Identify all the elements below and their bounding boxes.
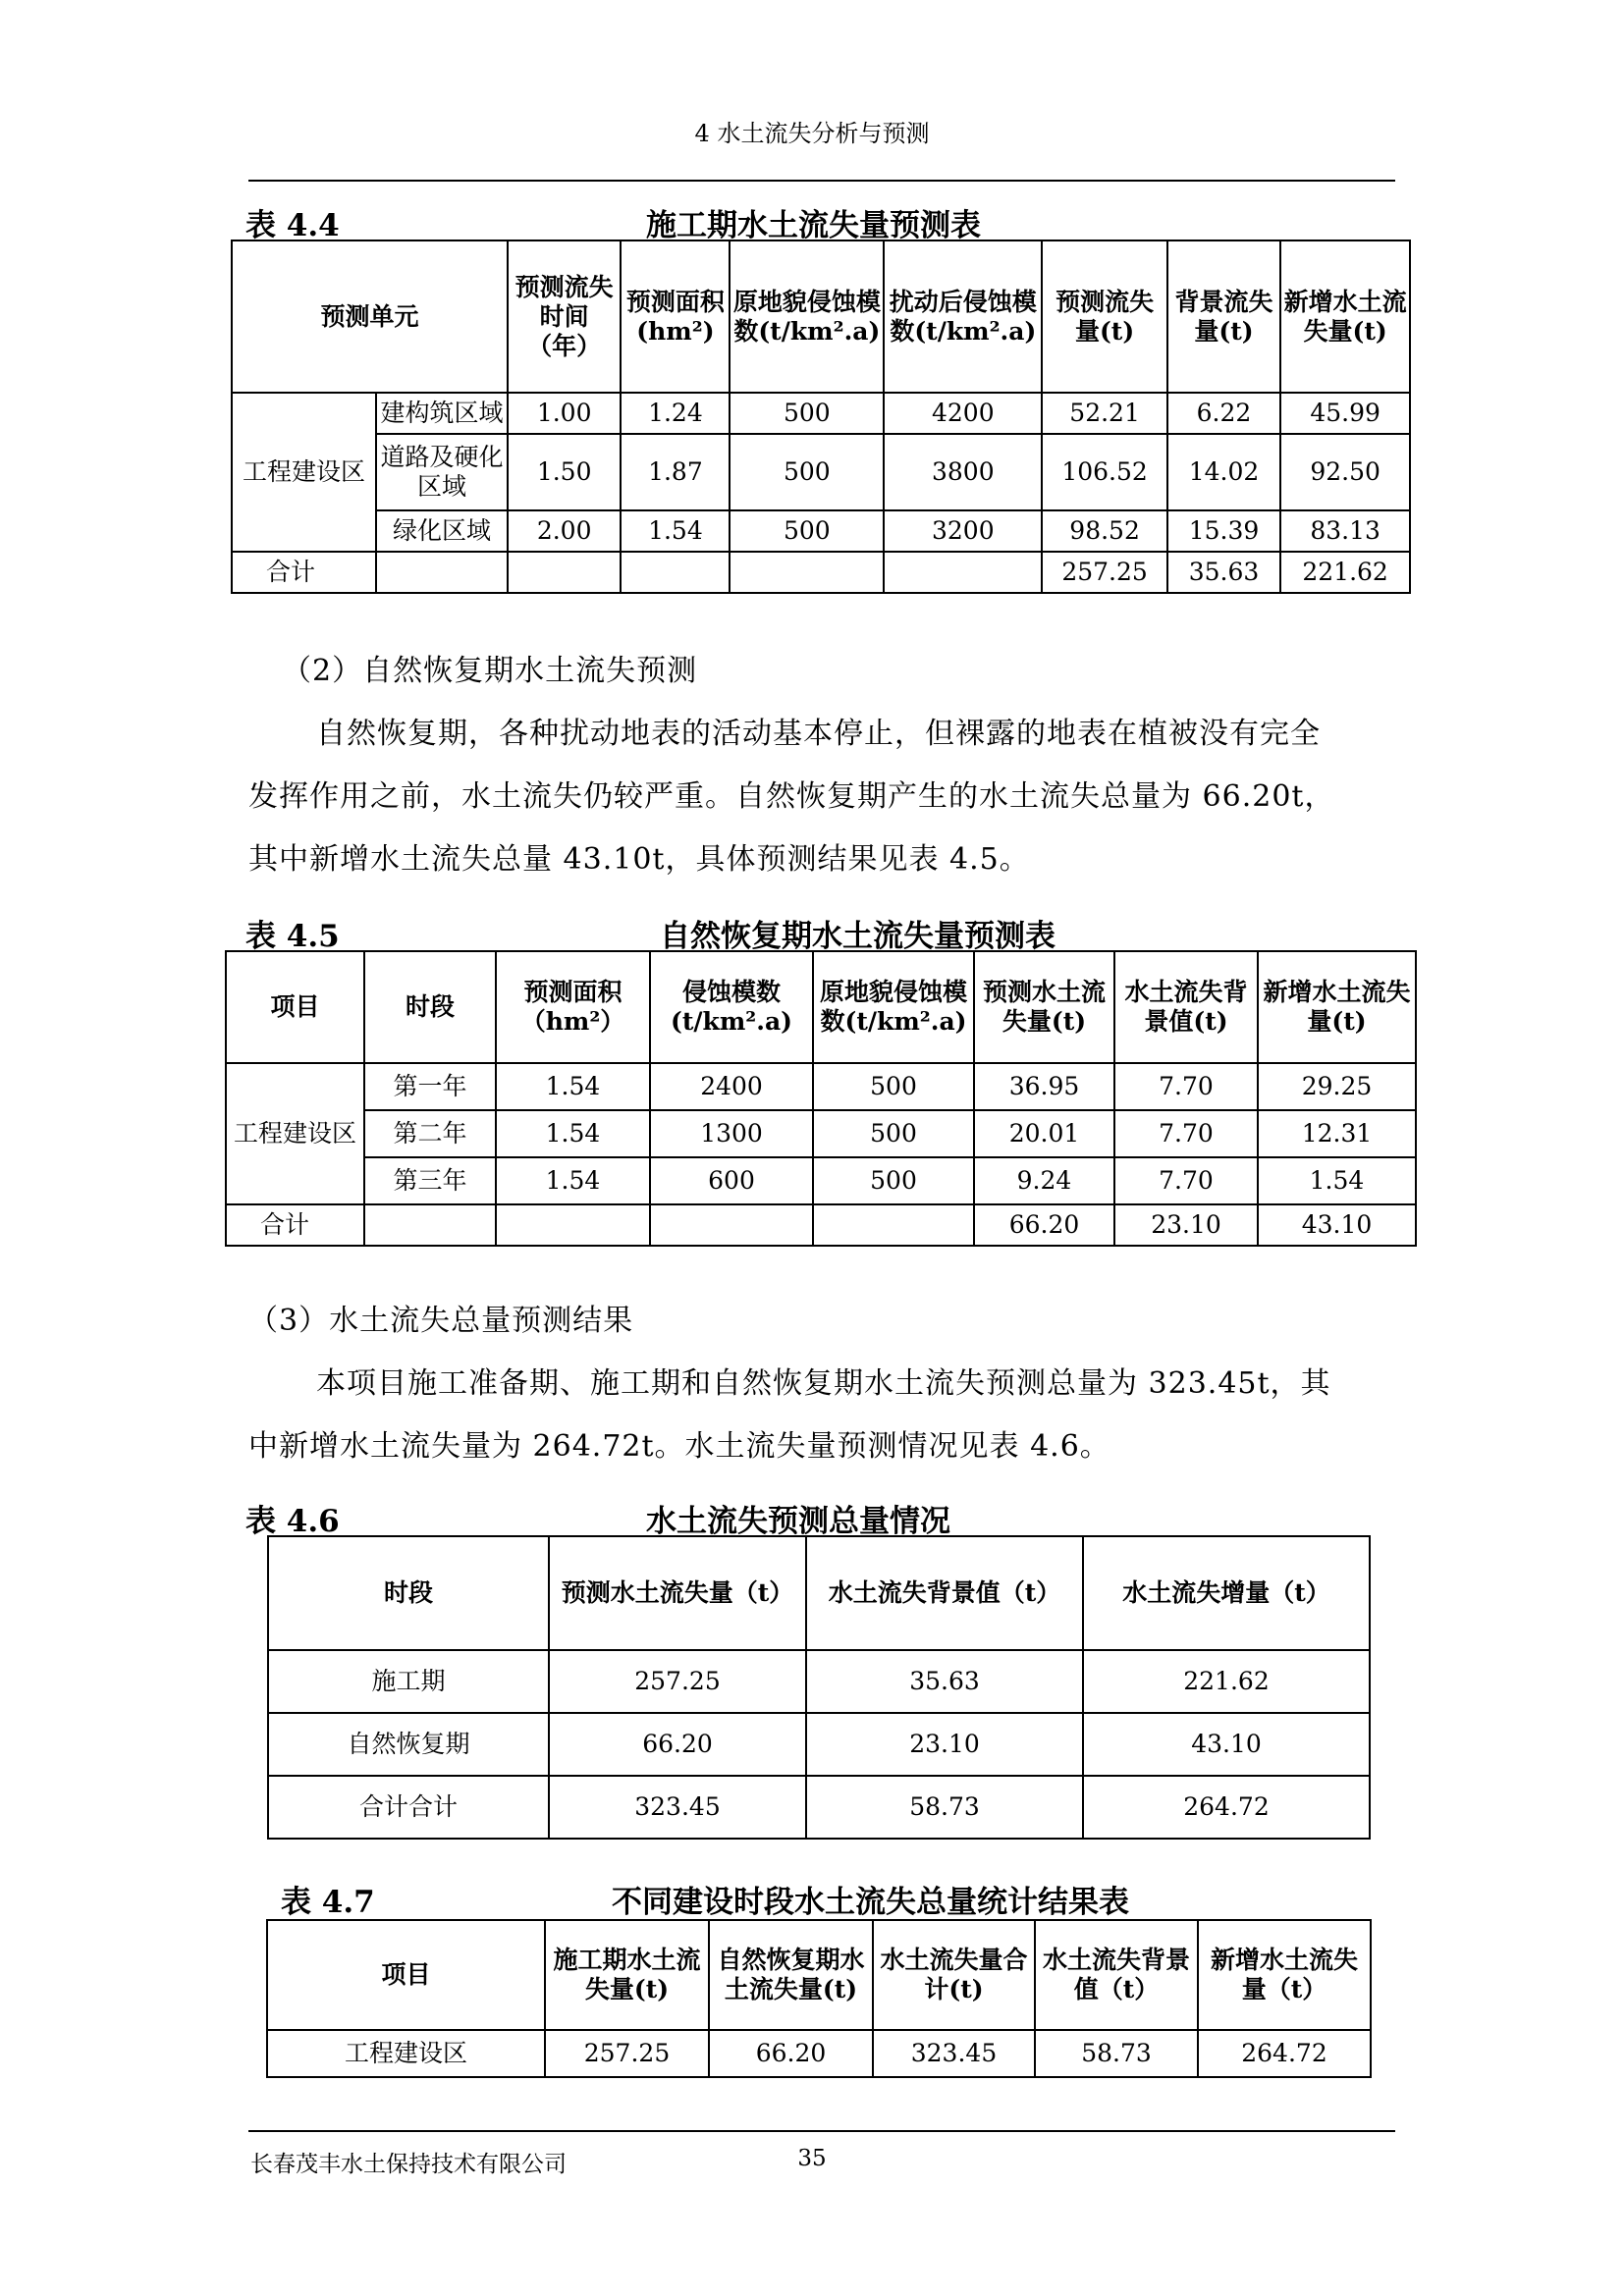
cell: 道路及硬化区域 (376, 434, 508, 510)
header-cell: 水土流失量合计(t) (873, 1920, 1035, 2030)
table-4-6-number: 表 4.6 (245, 1504, 340, 1539)
cell: 45.99 (1280, 393, 1410, 434)
cell: 7.70 (1114, 1063, 1258, 1110)
header-cell: 施工期水土流失量(t) (545, 1920, 709, 2030)
cell: 23.10 (1114, 1204, 1258, 1246)
cell: 2.00 (508, 510, 621, 552)
paragraph-line: 中新增水土流失量为 264.72t。水土流失量预测情况见表 4.6。 (248, 1429, 1110, 1464)
total-row (232, 552, 1410, 593)
paragraph-line: 本项目施工准备期、施工期和自然恢复期水土流失预测总量为 323.45t，其 (316, 1366, 1331, 1401)
header-cell: 水土流失背景值（t） (1035, 1920, 1198, 2030)
paragraph-line: 发挥作用之前，水土流失仍较严重。自然恢复期产生的水土流失总量为 66.20t， (248, 779, 1335, 814)
cell: 500 (813, 1157, 974, 1204)
cell: 58.73 (1035, 2030, 1198, 2077)
cell: 2400 (650, 1063, 813, 1110)
footer-company: 长春茂丰水土保持技术有限公司 (250, 2152, 567, 2177)
cell: 257.25 (1042, 552, 1166, 593)
header-cell: 扰动后侵蚀模数(t/km².a) (884, 240, 1042, 393)
table-row (232, 510, 1410, 552)
cell: 1.00 (508, 393, 621, 434)
cell: 1.54 (621, 510, 730, 552)
cell: 14.02 (1167, 434, 1280, 510)
header-cell: 项目 (267, 1920, 545, 2030)
header-rule (248, 180, 1395, 182)
table-4-7-title: 不同建设时段水土流失总量统计结果表 (612, 1885, 1129, 1920)
header-cell: 时段 (364, 951, 496, 1063)
cell: 20.01 (974, 1110, 1114, 1157)
table-row (226, 1110, 1416, 1157)
cell: 3200 (884, 510, 1042, 552)
cell: 221.62 (1280, 552, 1410, 593)
cell: 257.25 (545, 2030, 709, 2077)
header-cell: 新增水土流失量（t） (1198, 1920, 1371, 2030)
table-row (226, 1157, 1416, 1204)
total-label: 合计 (232, 552, 376, 593)
cell: 6.22 (1167, 393, 1280, 434)
cell: 1.54 (496, 1157, 650, 1204)
header-cell: 预测流失量(t) (1042, 240, 1166, 393)
header-cell: 预测流失时间（年） (508, 240, 621, 393)
cell: 257.25 (549, 1650, 806, 1713)
header-cell: 项目 (226, 951, 364, 1063)
section-3-heading: （3）水土流失总量预测结果 (248, 1304, 634, 1338)
cell: 500 (730, 434, 884, 510)
header-cell: 预测面积(hm²) (621, 240, 730, 393)
header-cell: 水土流失背景值(t) (1114, 951, 1258, 1063)
header-cell: 预测水土流失量（t） (549, 1536, 806, 1650)
table-row (232, 434, 1410, 510)
paragraph-line: 其中新增水土流失总量 43.10t，具体预测结果见表 4.5。 (248, 842, 1030, 877)
table-4-7-number: 表 4.7 (281, 1885, 375, 1920)
cell: 52.21 (1042, 393, 1166, 434)
header-cell: 自然恢复期水土流失量(t) (709, 1920, 873, 2030)
cell: 500 (730, 393, 884, 434)
header-cell: 新增水土流失量(t) (1258, 951, 1416, 1063)
cell: 35.63 (1167, 552, 1280, 593)
cell: 1.50 (508, 434, 621, 510)
cell: 500 (730, 510, 884, 552)
cell: 43.10 (1083, 1713, 1370, 1776)
table-4-4-number: 表 4.4 (245, 208, 340, 243)
cell: 第一年 (364, 1063, 496, 1110)
header-cell: 水土流失增量（t） (1083, 1536, 1370, 1650)
header-cell: 侵蚀模数(t/km².a) (650, 951, 813, 1063)
cell: 500 (813, 1110, 974, 1157)
total-label: 合计 (226, 1204, 364, 1246)
zone-cell: 工程建设区 (232, 393, 376, 552)
table-row (226, 1063, 1416, 1110)
header-cell: 预测单元 (232, 240, 508, 393)
cell: 1.24 (621, 393, 730, 434)
cell: 98.52 (1042, 510, 1166, 552)
cell: 自然恢复期 (268, 1713, 549, 1776)
cell: 1.54 (496, 1110, 650, 1157)
cell: 36.95 (974, 1063, 1114, 1110)
cell: 1.87 (621, 434, 730, 510)
running-header: 4 水土流失分析与预测 (694, 120, 930, 147)
page-number: 35 (797, 2146, 827, 2171)
header-cell: 原地貌侵蚀模数(t/km².a) (730, 240, 884, 393)
cell: 221.62 (1083, 1650, 1370, 1713)
header-cell: 新增水土流失量(t) (1280, 240, 1410, 393)
cell: 1.54 (1258, 1157, 1416, 1204)
section-2-heading: （2）自然恢复期水土流失预测 (282, 654, 698, 688)
table-4-4 (231, 240, 1411, 594)
cell: 43.10 (1258, 1204, 1416, 1246)
table-4-5-title: 自然恢复期水土流失量预测表 (660, 919, 1056, 954)
table-row (268, 1650, 1370, 1713)
cell: 1300 (650, 1110, 813, 1157)
table-4-7 (266, 1919, 1372, 2078)
cell: 29.25 (1258, 1063, 1416, 1110)
table-4-6-title: 水土流失预测总量情况 (646, 1504, 950, 1539)
cell: 35.63 (806, 1650, 1083, 1713)
cell: 264.72 (1198, 2030, 1371, 2077)
cell: 500 (813, 1063, 974, 1110)
cell: 合计合计 (268, 1776, 549, 1839)
cell: 323.45 (873, 2030, 1035, 2077)
footer-rule (248, 2130, 1395, 2132)
cell: 15.39 (1167, 510, 1280, 552)
cell: 第二年 (364, 1110, 496, 1157)
cell: 绿化区域 (376, 510, 508, 552)
cell: 3800 (884, 434, 1042, 510)
cell: 12.31 (1258, 1110, 1416, 1157)
table-4-4-title: 施工期水土流失量预测表 (646, 208, 981, 243)
header-cell: 原地貌侵蚀模数(t/km².a) (813, 951, 974, 1063)
cell: 1.54 (496, 1063, 650, 1110)
header-cell: 预测水土流失量(t) (974, 951, 1114, 1063)
cell: 58.73 (806, 1776, 1083, 1839)
header-cell: 预测面积（hm²） (496, 951, 650, 1063)
cell: 600 (650, 1157, 813, 1204)
cell: 建构筑区域 (376, 393, 508, 434)
table-row (267, 2030, 1371, 2077)
cell: 66.20 (974, 1204, 1114, 1246)
cell: 工程建设区 (267, 2030, 545, 2077)
header-cell: 背景流失量(t) (1167, 240, 1280, 393)
total-row (226, 1204, 1416, 1246)
cell: 4200 (884, 393, 1042, 434)
table-row (268, 1713, 1370, 1776)
cell: 7.70 (1114, 1110, 1258, 1157)
table-row (232, 393, 1410, 434)
header-cell: 水土流失背景值（t） (806, 1536, 1083, 1650)
cell: 66.20 (709, 2030, 873, 2077)
cell: 264.72 (1083, 1776, 1370, 1839)
table-4-6 (267, 1535, 1371, 1840)
cell: 7.70 (1114, 1157, 1258, 1204)
paragraph-line: 自然恢复期，各种扰动地表的活动基本停止，但裸露的地表在植被没有完全 (316, 717, 1321, 751)
table-4-5-number: 表 4.5 (245, 919, 340, 954)
cell: 第三年 (364, 1157, 496, 1204)
table-row (268, 1776, 1370, 1839)
cell: 83.13 (1280, 510, 1410, 552)
table-4-5 (225, 950, 1417, 1247)
cell: 23.10 (806, 1713, 1083, 1776)
cell: 施工期 (268, 1650, 549, 1713)
zone-cell: 工程建设区 (226, 1063, 364, 1204)
header-cell: 时段 (268, 1536, 549, 1650)
cell: 66.20 (549, 1713, 806, 1776)
cell: 9.24 (974, 1157, 1114, 1204)
cell: 106.52 (1042, 434, 1166, 510)
cell: 323.45 (549, 1776, 806, 1839)
cell: 92.50 (1280, 434, 1410, 510)
